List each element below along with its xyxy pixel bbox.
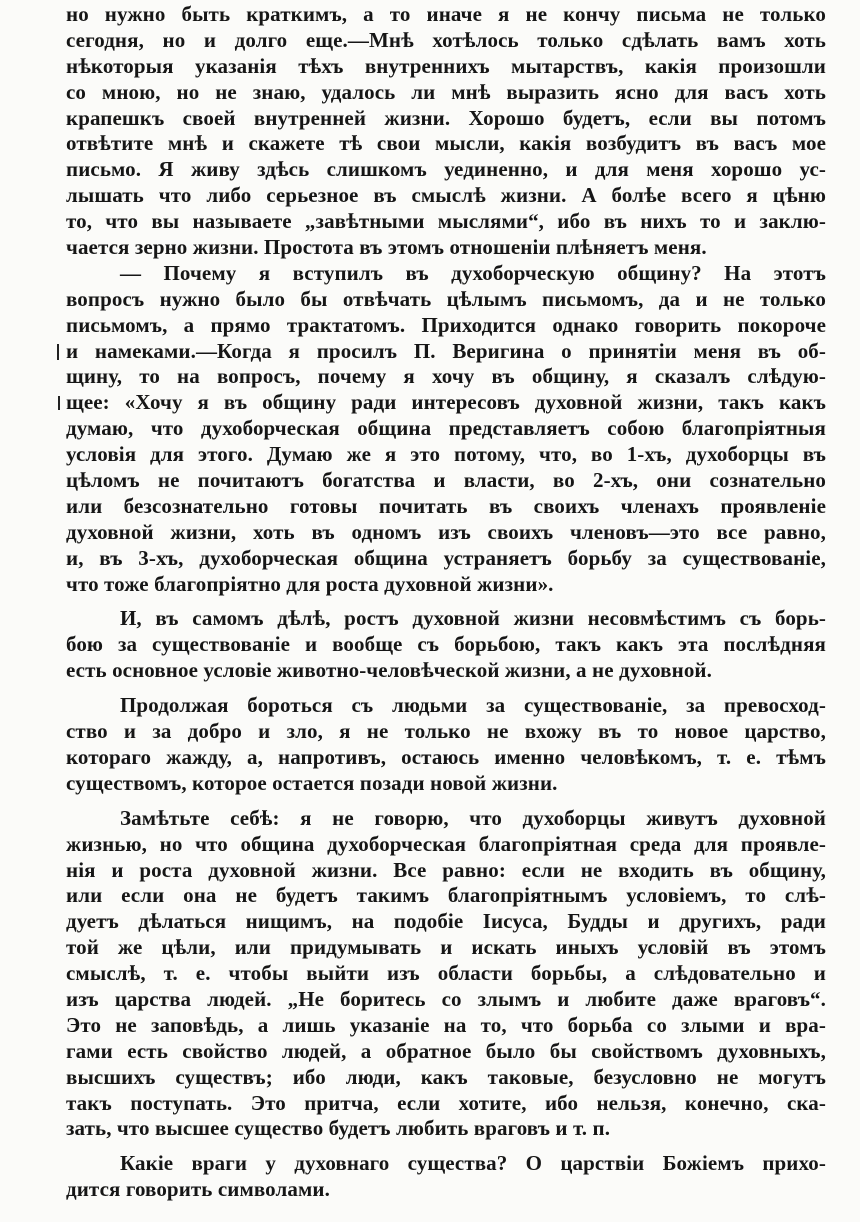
text-line: той же цѣли, или придумывать и искать иныхъ условій въ этомъ [66, 935, 826, 960]
text-line: но нужно быть краткимъ, а то иначе я не кончу письма не только [66, 2, 826, 26]
text-line: духовной жизни, хоть въ одномъ изъ своихъ членовъ—это все равно, [66, 519, 826, 544]
text-line: изъ царства людей. „Не боритесь со злымъ и любите даже враговъ“. [66, 986, 826, 1011]
text-line: и, въ 3-хъ, духоборческая община устраняетъ борьбу за существованіе, [66, 545, 826, 570]
paragraph [66, 806, 826, 1143]
text-line: гами есть свойство людей, а обратное было бы свойствомъ духовныхъ, [66, 1038, 826, 1063]
text-line: щину, то на вопросъ, почему я хочу въ общину, я сказалъ слѣдую- [66, 364, 826, 389]
text-line: есть основное условіе животно-человѣческой жизни, а не духовной. [66, 658, 712, 683]
text-line: со мною, но не знаю, удалось ли мнѣ выразить ясно для васъ хоть [66, 79, 826, 104]
text-line: цѣломъ не почитаютъ богатства и власти, во 2-хъ, они сознательно [66, 468, 826, 493]
text-line: Продолжая бороться съ людьми за существованіе, за превосход- [120, 693, 826, 718]
paragraph-gap [66, 1142, 826, 1151]
text-line: или безсознательно готовы почитать въ своихъ членахъ проявленіе [66, 493, 826, 518]
paragraph [66, 1151, 826, 1203]
text-line: условія для этого. Думаю же я это потому, что, во 1-хъ, духоборцы въ [66, 442, 826, 467]
text-line: жизнью, но что община духоборческая благопріятная среда для проявле- [66, 831, 826, 856]
text-line: щее: «Хочу я въ общину ради интересовъ духовной жизни, такъ какъ [66, 390, 826, 415]
text-line: зать, что высшее существо будетъ любить враговъ и т. п. [66, 1116, 611, 1141]
margin-mark [57, 344, 59, 360]
text-line: отвѣтите мнѣ и скажете тѣ свои мысли, какія возбудитъ въ васъ мое [66, 131, 826, 156]
paragraph [66, 2, 826, 261]
text-line: то, что вы называете „завѣтными мыслями“, ибо въ нихъ то и заклю- [66, 209, 826, 234]
text-line: крапешкъ своей внутренней жизни. Хорошо будетъ, если вы потомъ [66, 105, 826, 130]
text-line: лышать что либо серьезное въ смыслѣ жизни. А болѣе всего я цѣню [66, 183, 826, 208]
text-line: вопросъ нужно было бы отвѣчать цѣлымъ письмомъ, да и не только [66, 286, 826, 311]
text-line: что тоже благопріятно для роста духовной жизни». [66, 571, 554, 596]
paragraph [66, 261, 826, 598]
text-line: чается зерно жизни. Простота въ этомъ отношеніи плѣняетъ меня. [66, 235, 707, 260]
text-line: Это не заповѣдь, а лишь указаніе на то, что борьба со злыми и вра- [66, 1012, 826, 1037]
text-line: смыслѣ, т. е. чтобы выйти изъ области борьбы, а слѣдовательно и [66, 961, 826, 986]
text-line: Замѣтьте себѣ: я не говорю, что духоборцы живутъ духовной [120, 805, 826, 830]
text-line: дуетъ дѣлаться нищимъ, на подобіе Іисуса, Будды и другихъ, ради [66, 909, 826, 934]
text-line: и намеками.—Когда я просилъ П. Веригина о принятіи меня въ об- [66, 338, 826, 363]
text-line: котораго жажду, а, напротивъ, остаюсь именно человѣкомъ, т. е. тѣмъ [66, 744, 826, 769]
text-line: высшихъ существъ; ибо люди, какъ таковые, безусловно не могутъ [66, 1064, 826, 1089]
text-line: сегодня, но и долго еще.—Мнѣ хотѣлось только сдѣлать вамъ хоть [66, 27, 826, 52]
text-line: нѣкоторыя указанія тѣхъ внутреннихъ мытарствъ, какія произошли [66, 53, 826, 78]
text-line: письмо. Я живу здѣсь слишкомъ уединенно, и для меня хорошо ус- [66, 157, 826, 182]
text-line: дится говорить символами. [66, 1177, 330, 1202]
text-line: нія и роста духовной жизни. Все равно: если не входить въ общину, [66, 857, 826, 882]
paragraph-gap [66, 684, 826, 693]
text-line: такъ поступать. Это притча, если хотите, ибо нельзя, конечно, ска- [66, 1090, 826, 1115]
paragraph-gap [66, 797, 826, 806]
text-line: существомъ, которое остается позади новой жизни. [66, 770, 558, 795]
document-body [66, 2, 826, 1203]
text-line: — Почему я вступилъ въ духоборческую общину? На этотъ [120, 260, 826, 285]
text-line: думаю, что духоборческая община представляетъ собою благопріятныя [66, 416, 826, 441]
text-line: бою за существованіе и вообще съ борьбою, такъ какъ эта послѣдняя [66, 632, 826, 657]
text-line: или если она не будетъ такимъ благопріятнымъ условіемъ, то слѣ- [66, 883, 826, 908]
paragraph-gap [66, 597, 826, 606]
text-line: И, въ самомъ дѣлѣ, ростъ духовной жизни несовмѣстимъ съ борь- [120, 606, 826, 631]
margin-mark [58, 396, 60, 410]
paragraph [66, 693, 826, 797]
paragraph [66, 606, 826, 684]
text-line: письмомъ, а прямо трактатомъ. Приходится однако говорить покороче [66, 312, 826, 337]
text-line: Какіе враги у духовнаго существа? О царствіи Божіемъ прихо- [120, 1151, 826, 1176]
text-line: ство и за добро и зло, я не только не вхожу въ то новое царство, [66, 719, 826, 744]
